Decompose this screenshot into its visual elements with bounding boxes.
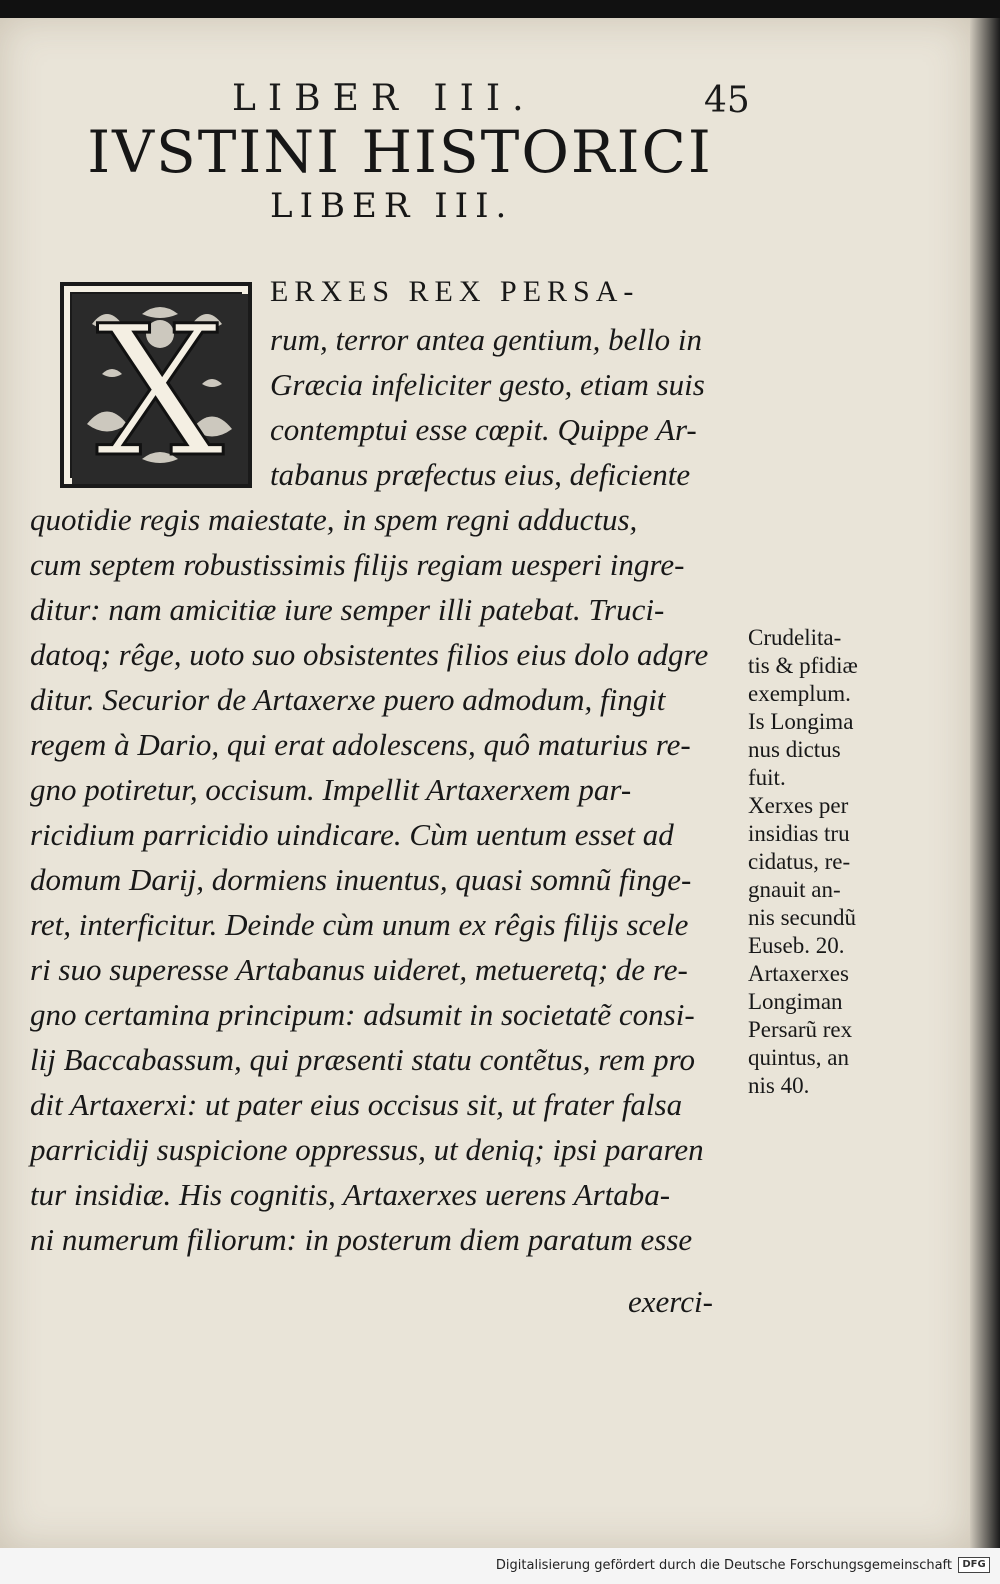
marginal-note-line: Is Longima <box>748 709 854 734</box>
text-line: Græcia infeliciter gesto, etiam suis <box>270 367 705 402</box>
dfg-logo: DFG <box>958 1557 990 1573</box>
marginal-notes <box>748 624 928 1100</box>
text-line: tabanus præfectus eius, deficiente <box>270 457 691 492</box>
marginal-note-line: Xerxes per <box>748 793 849 818</box>
marginal-note-line: fuit. <box>748 765 786 790</box>
text-line: dit Artaxerxi: ut pater eius occisus sit, ut frater falsa <box>30 1087 683 1122</box>
initial-frame <box>70 292 242 484</box>
text-line: ri suo superesse Artabanus uideret, metueretq; de re- <box>30 952 688 987</box>
text-line: ERXES REX PERSA- <box>270 275 640 308</box>
text-line: rum, terror antea gentium, bello in <box>270 322 702 357</box>
marginal-note-line: tis & pfidiæ <box>748 653 858 678</box>
marginal-note-line: nis 40. <box>748 1073 810 1098</box>
chapter-subtitle: LIBER III. <box>270 186 514 226</box>
text-line: ricidium parricidio uindicare. Cùm uentum esset ad <box>30 817 674 852</box>
chapter-title: IVSTINI HISTORICI <box>87 118 713 186</box>
marginal-note-line: insidias tru <box>748 821 850 846</box>
page-number: 45 <box>704 80 750 121</box>
text-line: ni numerum filiorum: in posterum diem paratum esse <box>30 1222 693 1257</box>
marginal-note-line: Euseb. 20. <box>748 933 845 958</box>
text-line: ret, interficitur. Deinde cùm unum ex rêgis filijs scele <box>30 907 689 942</box>
marginal-note-line: nis secundũ <box>748 905 856 930</box>
text-line: ditur. Securior de Artaxerxe puero admodum, fingit <box>30 682 666 717</box>
text-line: tur insidiæ. His cognitis, Artaxerxes uerens Artaba- <box>30 1177 671 1212</box>
marginal-note-line: quintus, an <box>748 1045 849 1070</box>
marginal-note-line: cidatus, re- <box>748 849 851 874</box>
page-edge <box>970 18 1000 1548</box>
marginal-note-line: Artaxerxes <box>748 961 849 986</box>
ornament-foliage-icon <box>72 294 248 484</box>
marginal-note-line: nus dictus <box>748 737 841 762</box>
drop-cap-letter: X <box>95 294 225 484</box>
text-line: parricidij suspicione oppressus, ut deniq; ipsi pararen <box>30 1132 704 1167</box>
text-line: cum septem robustissimis filijs regiam uesperi ingre- <box>30 547 685 582</box>
text-line: domum Darij, dormiens inuentus, quasi somnũ finge- <box>30 862 692 897</box>
funding-credit: Digitalisierung gefördert durch die Deutsche Forschungsgemeinschaft <box>495 1558 952 1573</box>
funding-footer <box>0 1548 1000 1584</box>
text-line: datoq; rêge, uoto suo obsistentes filios eius dolo adgre <box>30 637 709 672</box>
text-line: gno certamina principum: adsumit in societatẽ consi- <box>30 997 695 1032</box>
text-line: ditur: nam amicitiæ iure semper illi patebat. Truci- <box>30 592 665 627</box>
text-line: regem à Dario, qui erat adolescens, quô maturius re- <box>30 727 691 762</box>
text-line: lij Baccabassum, qui præsenti statu contẽtus, rem pro <box>30 1042 696 1077</box>
marginal-note-line: Crudelita- <box>748 625 842 650</box>
running-head: LIBER III. <box>232 78 536 119</box>
marginal-note-line: Persarũ rex <box>748 1017 853 1042</box>
marginal-note-line: exemplum. <box>748 681 851 706</box>
decorated-initial-x <box>60 282 252 488</box>
marginal-note-line: gnauit an- <box>748 877 841 902</box>
text-line: contemptui esse cœpit. Quippe Ar- <box>270 412 697 447</box>
catchword: exerci- <box>628 1284 713 1319</box>
text-line: gno potiretur, occisum. Impellit Artaxerxem par- <box>30 772 632 807</box>
marginal-note-line: Longiman <box>748 989 843 1014</box>
text-line: quotidie regis maiestate, in spem regni adductus, <box>30 502 638 537</box>
